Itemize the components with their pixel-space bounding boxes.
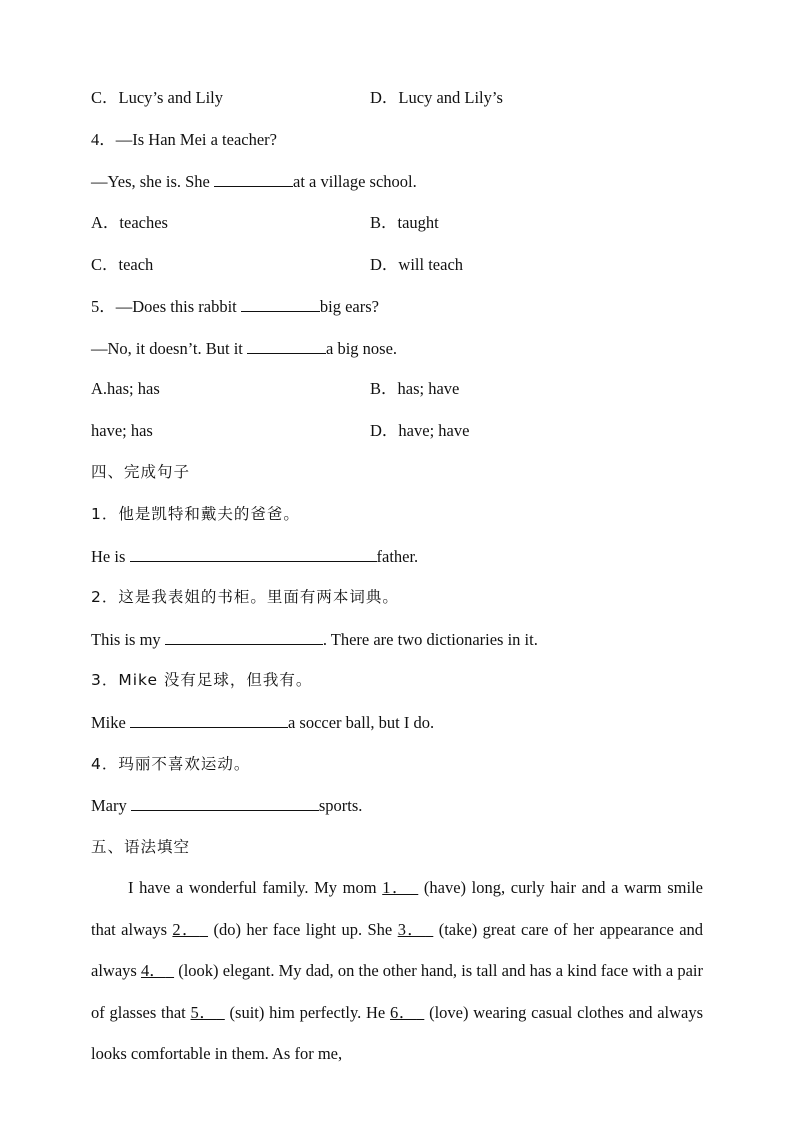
s4-item1-prompt: 1．他是凯特和戴夫的爸爸。: [91, 505, 300, 523]
q5-option-d: D．have; have: [370, 421, 470, 440]
s4-item3-blank[interactable]: [130, 712, 288, 728]
s4-item4-after: sports.: [318, 796, 363, 815]
s4-item2-before: This is my: [91, 630, 165, 649]
s4-item2-after: . There are two dictionaries in it.: [322, 630, 538, 649]
q4-answer-line: [91, 171, 417, 192]
q5-blank-2[interactable]: [247, 338, 326, 354]
s4-item4-blank[interactable]: [131, 795, 319, 811]
q4-answer-before: —Yes, she is. She: [91, 172, 215, 191]
q5-stem-line: [91, 296, 379, 317]
q5-option-a: A.has; has: [91, 379, 160, 398]
q5-blank-1[interactable]: [241, 296, 320, 312]
q4-stem: 4．—Is Han Mei a teacher?: [91, 130, 278, 149]
q4-answer-after: at a village school.: [293, 172, 417, 191]
s4-item4-before: Mary: [91, 796, 131, 815]
q4-option-b: B．taught: [370, 213, 439, 232]
q5-answer-before: —No, it doesn’t. But it: [91, 339, 247, 358]
s5-seg-6: (take) great care of her appearance and always: [91, 919, 704, 981]
s4-item2-blank[interactable]: [165, 629, 323, 645]
s5-blank-1[interactable]: 1．: [382, 878, 411, 897]
s5-seg-2: (have) long, curly hair and a warm smile that always: [91, 878, 703, 939]
q5-stem-after: big ears?: [319, 297, 379, 316]
section5-title: 五、语法填空: [91, 838, 191, 856]
q4-blank[interactable]: [214, 171, 293, 187]
s5-blank-3[interactable]: 3．: [397, 919, 426, 939]
s4-item2-line: [91, 629, 538, 650]
s5-blank-5[interactable]: 5．: [190, 1002, 217, 1022]
s4-item1-blank[interactable]: [130, 546, 377, 562]
s4-item1-after: father.: [376, 547, 419, 566]
s5-paragraph: [91, 867, 703, 1075]
section4-title: 四、完成句子: [91, 463, 191, 481]
option-c-prev: C．Lucy’s and Lily: [91, 88, 223, 107]
q5-answer-line: [91, 338, 397, 359]
option-d-prev: D．Lucy and Lily’s: [370, 88, 503, 107]
q5-stem-before: 5．—Does this rabbit: [91, 297, 241, 316]
q5-option-c: have; has: [91, 421, 153, 440]
s4-item3-line: [91, 712, 434, 733]
s5-blank-6[interactable]: 6．: [390, 1002, 417, 1022]
s4-item1-line: [91, 546, 418, 567]
s4-item3-after: a soccer ball, but I do.: [287, 713, 435, 732]
s5-blank-2[interactable]: 2．: [172, 919, 200, 939]
s5-seg-4: (do) her face light up. She: [208, 919, 398, 939]
s4-item3-prompt: 3．Mike 没有足球，但我有。: [91, 671, 313, 689]
s4-item3-before: Mike: [91, 713, 130, 732]
q5-answer-after: a big nose.: [326, 339, 398, 358]
s4-item4-line: [91, 795, 362, 816]
q4-option-c: C．teach: [91, 255, 154, 274]
s4-item2-prompt: 2．这是我表姐的书柜。里面有两本词典。: [91, 588, 399, 606]
s4-item1-before: He is: [91, 547, 130, 566]
s5-blank-4[interactable]: 4．: [140, 961, 166, 981]
q4-option-d: D．will teach: [370, 255, 464, 274]
s4-item4-prompt: 4．玛丽不喜欢运动。: [91, 755, 251, 773]
q4-option-a: A．teaches: [91, 213, 168, 232]
s5-seg-0: I have a wonderful family. My mom: [128, 878, 383, 897]
s5-seg-12: (love) wearing casual clothes and always looks comfortable in them. As for me,: [91, 1002, 704, 1064]
s5-seg-8: (look) elegant. My dad, on the other hand, is tall and has a kind face with a pair of glasses that: [91, 961, 703, 1022]
q5-option-b: B．has; have: [370, 379, 460, 398]
s5-seg-10: (suit) him perfectly. He: [224, 1002, 391, 1022]
